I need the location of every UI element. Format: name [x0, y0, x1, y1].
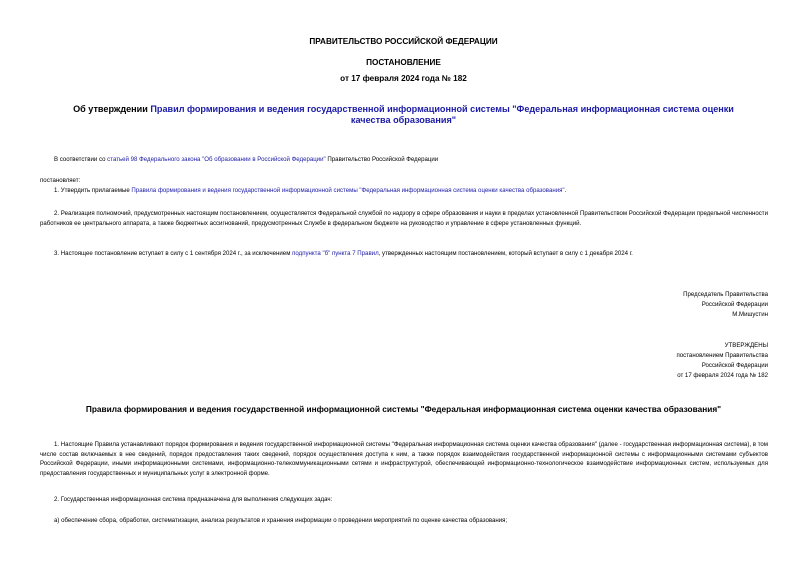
approved-country: Российской Федерации	[701, 362, 768, 369]
title-link[interactable]: Правил формирования и ведения государственной информационной системы "Федеральная информационная система оценки качества образования"	[150, 104, 734, 125]
rules-item-2: 2. Государственная информационная система предназначена для выполнения следующих задач:	[54, 496, 333, 503]
signature-block	[560, 290, 768, 320]
document-date-number: от 17 февраля 2024 года № 182	[340, 74, 467, 83]
signature-name: М.Мишустин	[732, 311, 768, 318]
item-1-end: .	[564, 187, 567, 194]
preamble-text-after: Правительство Российской Федерации	[325, 156, 439, 163]
item-2: 2. Реализация полномочий, предусмотренных настоящим постановлением, осуществляется Федеральной службой по надзору в сфере образования и науки в пределах установленной Правительством Российской Федерации предельной численности работников ее центрального аппарата, а также бюджетных ассигнований, предусмотренных Службе в федеральном бюджете на руководство и управление в сфере установленных функций.	[40, 210, 768, 227]
item-3-subpoint-link[interactable]: подпункта "б" пункта 7 Правил	[292, 250, 379, 257]
preamble-law-link[interactable]: статьей 98 Федерального закона "Об образовании в Российской Федерации"	[107, 156, 326, 163]
rules-item-2a: а) обеспечение сбора, обработки, систематизации, анализа результатов и хранения информации о проведении мероприятий по оценке качества образования;	[54, 517, 508, 524]
item-1	[54, 186, 774, 196]
title-prefix: Об утверждении	[73, 104, 151, 114]
rules-title: Правила формирования и ведения государственной информационной системы "Федеральная информационная система оценки качества образования"	[85, 404, 722, 414]
preamble	[54, 155, 774, 165]
rules-item-1: 1. Настоящие Правила устанавливают порядок формирования и ведения государственной информационной системы "Федеральная информационная система оценки качества образования" (далее - государственная информационная система), в том числе состав включаемых в нее сведений, порядок предоставления таких сведений, порядок осуществления доступа к ним, а также порядок взаимодействия государственной информационной системы с информационными системами субъектов Российской Федерации, иными информационными системами, информационно-телекоммуникационными сетями и инфраструктурой, обеспечивающей информационно-технологическое взаимодействие информационных систем, используемых для предоставления государственных и муниципальных услуг в электронной форме.	[40, 441, 768, 477]
item-1-text: 1. Утвердить прилагаемые	[54, 187, 132, 194]
document-type: ПОСТАНОВЛЕНИЕ	[366, 58, 441, 67]
item-1-rules-link[interactable]: Правила формирования и ведения государственной информационной системы "Федеральная информационная система оценки качества образования"	[131, 187, 565, 194]
approved-date: от 17 февраля 2024 года № 182	[677, 372, 768, 379]
approved-block	[560, 341, 768, 381]
decrees-word: постановляет:	[40, 177, 81, 184]
item-3-text-before: 3. Настоящее постановление вступает в силу с 1 сентября 2024 г., за исключением	[54, 250, 293, 257]
preamble-text-before: В соответствии со	[54, 156, 108, 163]
approved-by: постановлением Правительства	[676, 352, 768, 359]
signature-country: Российской Федерации	[701, 301, 768, 308]
government-heading: ПРАВИТЕЛЬСТВО РОССИЙСКОЙ ФЕДЕРАЦИИ	[309, 37, 498, 46]
item-3-text-after: , утвержденных настоящим постановлением, который вступает в силу с 1 декабря 2024 г.	[378, 250, 633, 257]
approved-label: УТВЕРЖДЕНЫ	[724, 342, 768, 349]
signature-position: Председатель Правительства	[683, 291, 768, 298]
document-title	[60, 104, 747, 126]
item-3	[54, 249, 774, 259]
